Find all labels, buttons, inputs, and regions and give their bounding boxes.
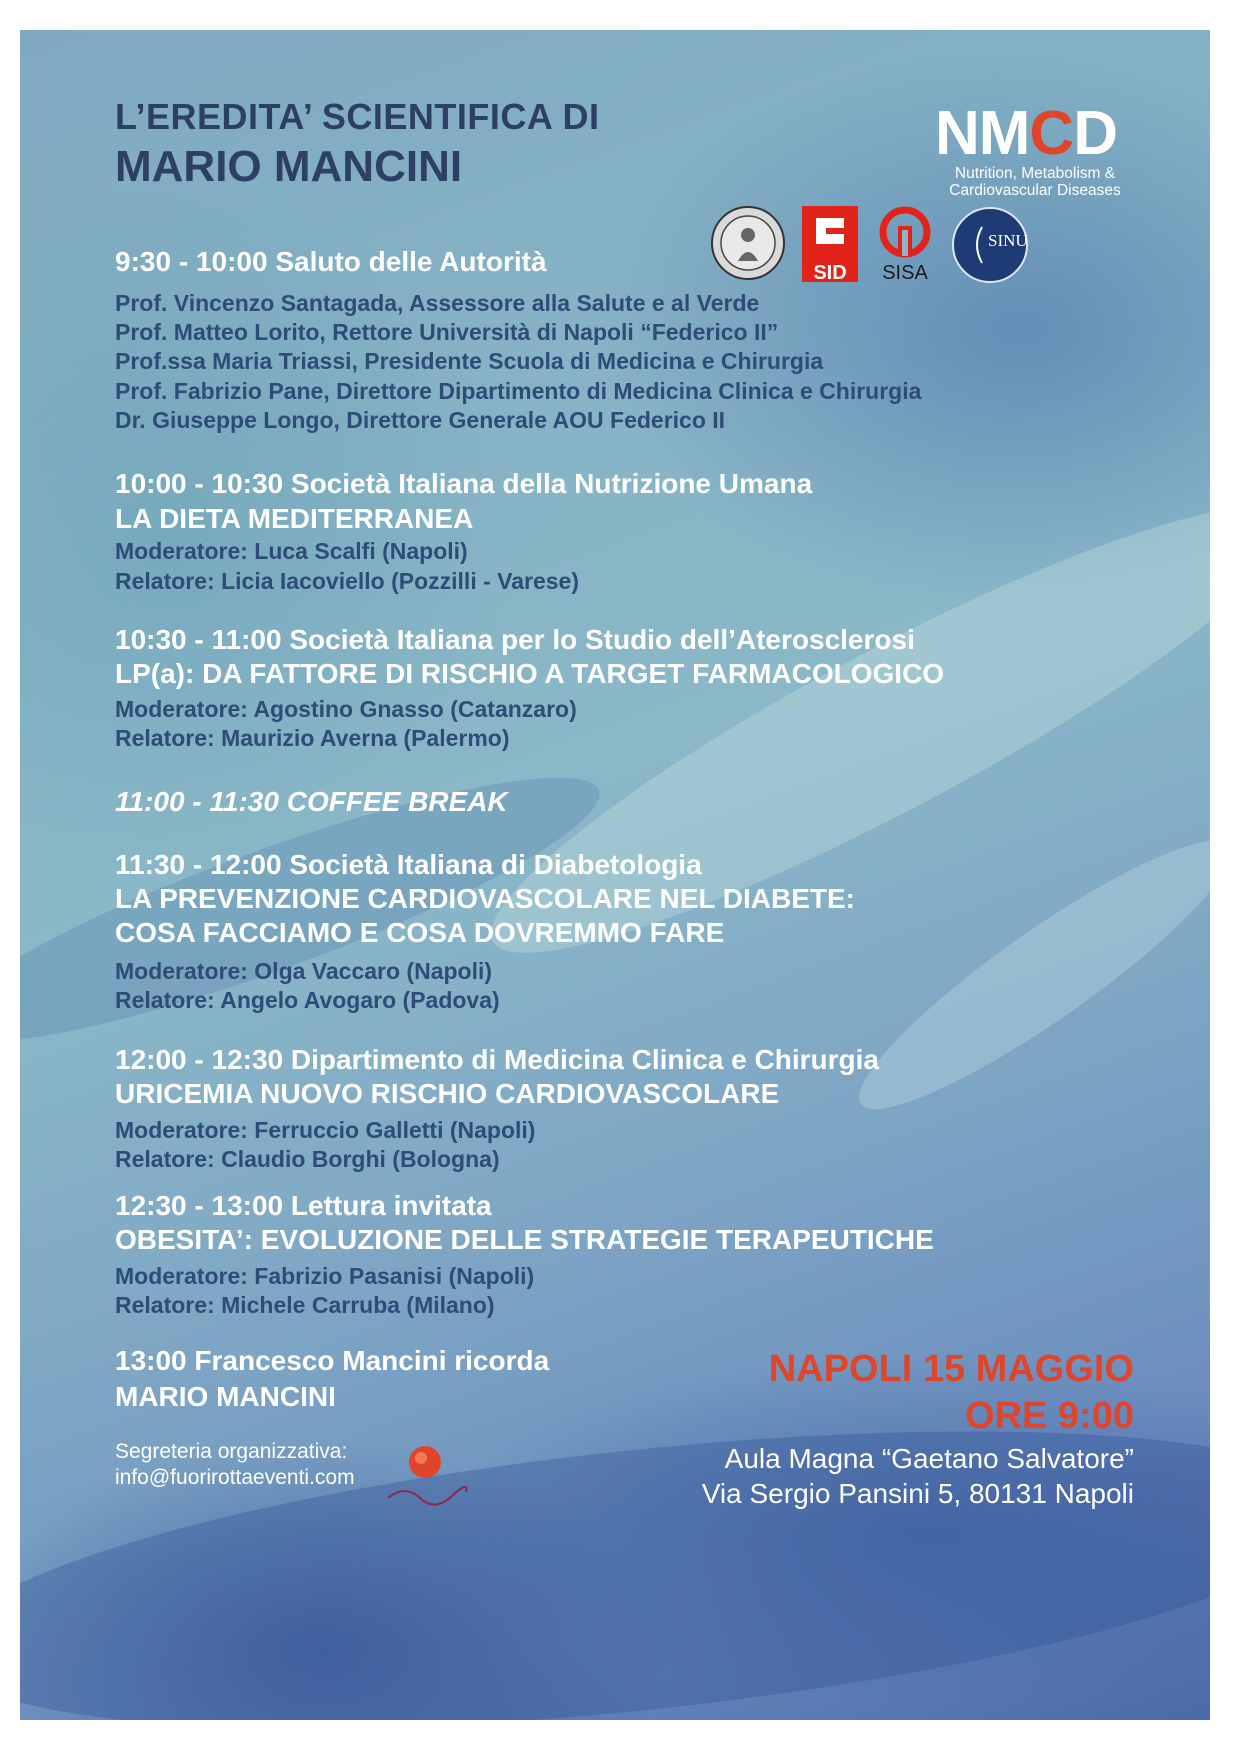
event-date: NAPOLI 15 MAGGIO (768, 1348, 1134, 1390)
session-6-moderator: Moderatore: Fabrizio Pasanisi (Napoli) (115, 1263, 535, 1289)
authority-line: Dr. Giuseppe Longo, Direttore Generale AOU Federico II (115, 407, 726, 433)
session-2-time: 10:00 - 10:30 Società Italiana della Nutrizione Umana (115, 468, 813, 499)
session-5-speaker: Relatore: Claudio Borghi (Bologna) (115, 1146, 500, 1172)
session-6-time: 12:30 - 13:00 Lettura invitata (115, 1190, 492, 1221)
session-1-time: 9:30 - 10:00 Saluto delle Autorità (115, 246, 547, 277)
session-3-title: LP(a): DA FATTORE DI RISCHIO A TARGET FARMACOLOGICO (115, 658, 945, 689)
nmcd-logo: NMCD (935, 99, 1117, 168)
event-subtitle: L’EREDITA’ SCIENTIFICA DI (115, 96, 600, 137)
authority-line: Prof.ssa Maria Triassi, Presidente Scuola di Medicina e Chirurgia (115, 348, 824, 374)
sid-emblem-icon (802, 206, 858, 256)
session-4-time: 11:30 - 12:00 Società Italiana di Diabetologia (115, 849, 702, 880)
event-address: Via Sergio Pansini 5, 80131 Napoli (701, 1478, 1134, 1509)
session-6-speaker: Relatore: Michele Carruba (Milano) (115, 1292, 495, 1318)
session-6-title: OBESITA’: EVOLUZIONE DELLE STRATEGIE TERAPEUTICHE (115, 1224, 934, 1255)
session-2-moderator: Moderatore: Luca Scalfi (Napoli) (115, 538, 468, 564)
session-4-title-line-1: LA PREVENZIONE CARDIOVASCOLARE NEL DIABETE: (115, 883, 855, 914)
session-5-time: 12:00 - 12:30 Dipartimento di Medicina Clinica e Chirurgia (115, 1044, 879, 1075)
session-3-moderator: Moderatore: Agostino Gnasso (Catanzaro) (115, 696, 577, 722)
paint-stroke-right (835, 809, 1210, 1141)
authority-line: Prof. Fabrizio Pane, Direttore Dipartimento di Medicina Clinica e Chirurgia (115, 378, 922, 404)
sinu-logo: SINU (952, 207, 1028, 283)
event-venue: Aula Magna “Gaetano Salvatore” (724, 1443, 1134, 1474)
sid-logo: SID (802, 206, 858, 282)
session-4-title-line-2: COSA FACCIAMO E COSA DOVREMMO FARE (115, 917, 725, 948)
sisa-logo-icon (876, 206, 934, 258)
sisa-label: SISA (882, 262, 928, 284)
session-4-moderator: Moderatore: Olga Vaccaro (Napoli) (115, 958, 493, 984)
secretariat-label: Segreteria organizzativa: (115, 1440, 348, 1463)
session-5-moderator: Moderatore: Ferruccio Galletti (Napoli) (115, 1117, 536, 1143)
secretariat-email[interactable]: info@fuorirottaeventi.com (115, 1466, 355, 1489)
event-hour: ORE 9:00 (965, 1395, 1134, 1437)
poster (20, 30, 1210, 1720)
coffee-break: 11:00 - 11:30 COFFEE BREAK (115, 786, 508, 817)
authority-line: Prof. Vincenzo Santagada, Assessore alla Salute e al Verde (115, 290, 760, 316)
session-7-title: MARIO MANCINI (115, 1381, 336, 1412)
nmcd-logo-subtitle: Nutrition, Metabolism & Cardiovascular Diseases (949, 165, 1121, 199)
session-3-time: 10:30 - 11:00 Società Italiana per lo Studio dell’Aterosclerosi (115, 624, 915, 655)
sinu-emblem-icon (952, 207, 1028, 283)
session-2-title: LA DIETA MEDITERRANEA (115, 503, 474, 534)
session-3-speaker: Relatore: Maurizio Averna (Palermo) (115, 725, 510, 751)
authority-line: Prof. Matteo Lorito, Rettore Università di Napoli “Federico II” (115, 319, 779, 345)
session-2-speaker: Relatore: Licia Iacoviello (Pozzilli - Varese) (115, 568, 579, 594)
session-7-time: 13:00 Francesco Mancini ricorda (115, 1345, 550, 1376)
fuori-rotta-logo-icon (380, 1440, 470, 1510)
event-title: MARIO MANCINI (115, 142, 463, 191)
session-4-speaker: Relatore: Angelo Avogaro (Padova) (115, 987, 500, 1013)
university-seal-icon (710, 205, 786, 281)
session-5-title: URICEMIA NUOVO RISCHIO CARDIOVASCOLARE (115, 1078, 780, 1109)
